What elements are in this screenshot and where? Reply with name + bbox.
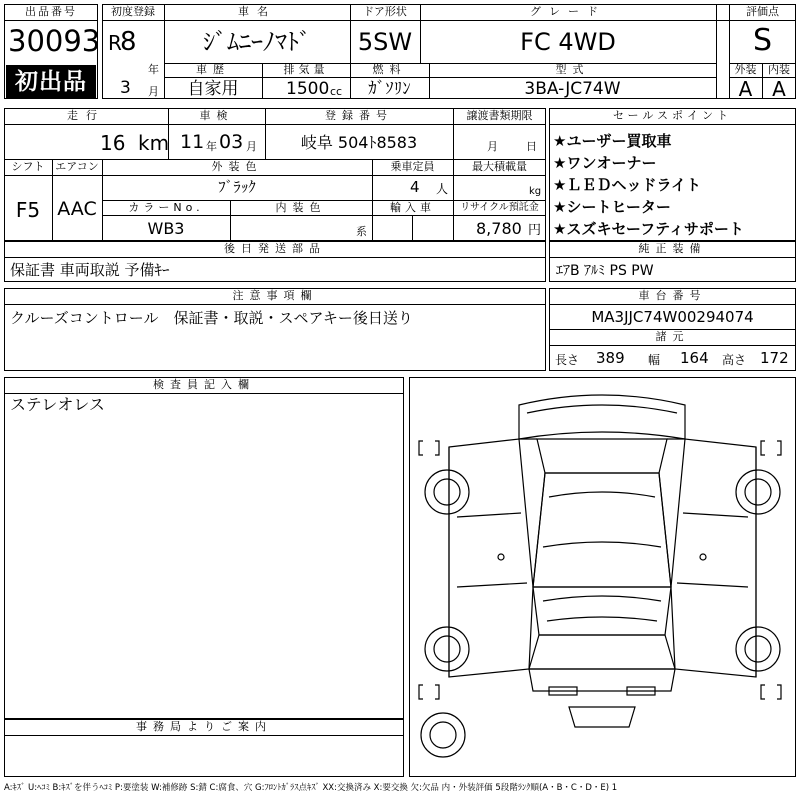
sales-point-item: ★スズキセーフティサポート [553,220,744,238]
notes: クルーズコントロール 保証書・取説・スペアキー後日送り [10,309,413,327]
first-reg-label: 初度登録 [111,5,155,18]
specs-label: 諸元 [655,330,690,343]
lot-number-label: 出品番号 [25,5,77,18]
load-unit: kg [529,186,542,197]
inspection-label: 車検 [199,109,234,122]
grade-label: グレード [530,5,606,18]
air-conditioner: AAC [57,198,97,220]
inspector-label: 検査員記入欄 [153,378,255,391]
interior-color-unit: 系 [356,225,367,238]
displacement-unit: cc [330,85,343,98]
fuel-label: 燃料 [372,63,407,76]
first-listing-badge: 初出品 [6,65,96,99]
capacity: 4 [410,178,420,196]
recycle-label: リサイクル預託金 [460,202,539,213]
height-label: 高さ [722,353,747,367]
capacity-unit: 人 [436,182,449,196]
inspector-notes: ステレオレス [10,395,105,414]
genuine-equipment-label: 純正装備 [638,242,707,255]
interior-color-label: 内装色 [275,201,327,214]
import-label: 輸入車 [390,201,435,214]
exterior-label: 外装 [734,63,757,76]
length-label: 長さ [555,353,580,367]
interior-label: 内装 [768,63,790,76]
first-reg-year: 8 [120,27,137,57]
length: 389 [596,349,625,367]
lot-number: 30093 [8,24,101,58]
inspection-year: 11 [180,131,205,153]
color-no-label: カラーNo. [128,201,204,214]
exterior-grade: A [738,77,753,101]
month-unit: 月 [148,85,159,98]
model: 3BA-JC74W [524,79,621,99]
fuel: ｶﾞｿﾘﾝ [368,79,411,99]
plate-label: 登録番号 [325,109,393,122]
car-name-label: 車名 [238,5,276,18]
width-label: 幅 [648,353,661,367]
legend: A:ｷｽﾞ U:ﾍｺﾐ B:ｷｽﾞを伴うﾍｺﾐ P:要塗装 W:補修跡 S:錆 C:腐食、穴 G:ﾌﾛﾝﾄｶﾞﾗｽ点ｷｽﾞ XX:交換済み X:要交換 欠:欠品 内・外装評価 5段階ﾗﾝｸ順(A・B・C・D・E) 1 [4,783,618,793]
later-parts-label: 後日発送部品 [224,242,326,255]
width: 164 [680,349,709,367]
year-unit: 年 [148,63,159,76]
plate-number: 岐阜 504ﾄ8583 [300,133,418,152]
first-reg-month: 3 [120,78,131,98]
exterior-color-label: 外装色 [211,160,263,173]
genuine-equipment: ｴｱB ｱﾙﾐ PS PW [556,263,654,279]
score: S [752,23,773,58]
chassis-label: 車台番号 [638,289,707,302]
office-label: 事務局よりご案内 [136,720,272,733]
car-diagram [409,377,796,777]
grade: FC 4WD [520,28,616,56]
capacity-label: 乗車定員 [390,160,435,173]
model-label: 型式 [555,63,590,76]
ac-label: エアコン [55,160,99,173]
transfer-month-unit: 月 [487,140,498,153]
displacement: 1500 [286,79,330,99]
later-parts: 保証書 車両取説 予備ｷｰ [10,261,170,279]
transfer-label: 譲渡書類期限 [466,109,533,122]
score-label: 評価点 [746,5,779,18]
sales-point-item: ★ユーザー買取車 [553,132,672,150]
height: 172 [760,349,789,367]
recycle-unit: 円 [528,223,542,238]
exterior-color: ﾌﾞﾗｯｸ [218,178,256,196]
inspection-month: 03 [219,131,244,153]
shift: F5 [15,198,41,222]
notes-label: 注意事項欄 [232,289,318,302]
transfer-day-unit: 日 [526,140,537,153]
load-label: 最大積載量 [472,160,527,173]
recycle-fee: 8,780 [476,219,522,238]
sales-point-item: ★ワンオーナー [553,154,657,172]
inspection-month-unit: 月 [246,140,257,153]
mileage: 16 [100,131,126,155]
chassis-number: MA3JJC74W00294074 [591,308,754,326]
displacement-label: 排気量 [283,63,329,76]
shift-label: シフト [11,160,45,173]
color-number: WB3 [147,219,185,238]
sales-point-item: ★ＬＥＤヘッドライト [553,176,701,194]
door-type: 5SW [357,28,413,56]
history: 自家用 [187,79,239,99]
inspector-box [4,377,404,719]
car-name: ｼﾞﾑﾆｰﾉﾏﾄﾞ [203,28,311,56]
mileage-label: 走行 [67,109,105,122]
inspection-year-unit: 年 [206,140,217,153]
history-label: 車歴 [196,63,230,76]
sales-point-item: ★シートヒーター [553,198,671,216]
era: R [108,31,122,55]
interior-grade: A [772,77,786,101]
sales-points-label: セールスポイント [612,109,732,122]
mileage-unit: km [138,131,170,155]
door-label: ドア形状 [363,5,407,18]
